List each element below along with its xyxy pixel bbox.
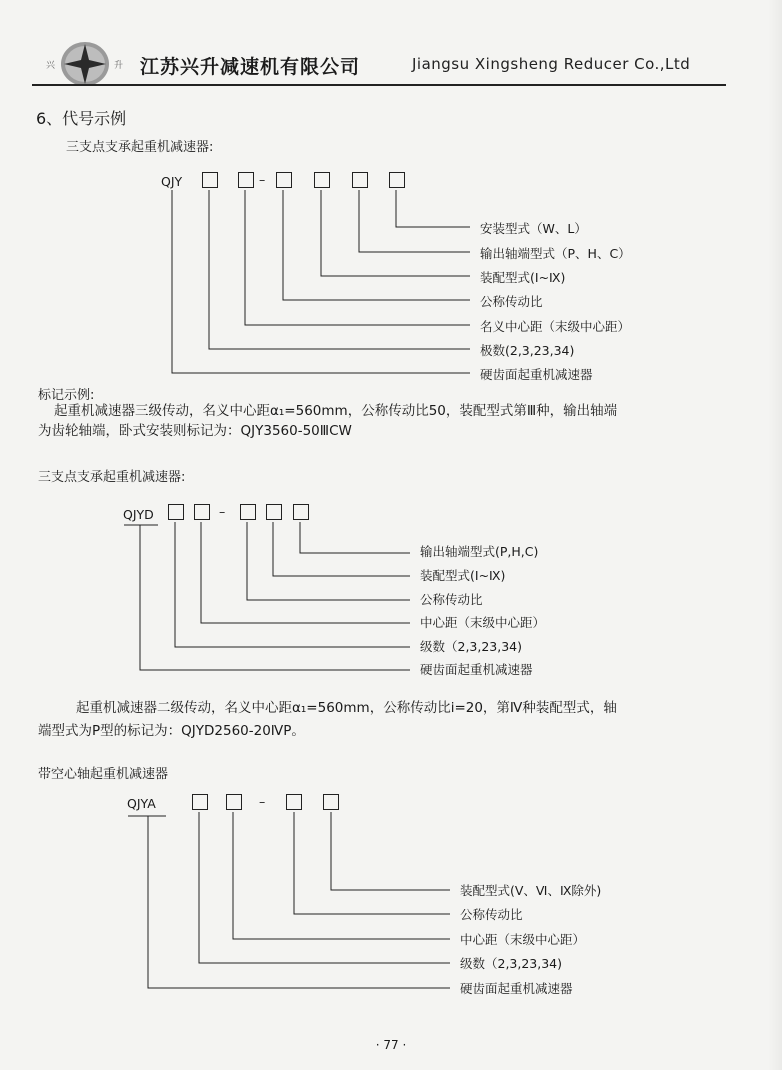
example3-subtitle: 带空心轴起重机减速器 [38,767,169,782]
example1-label: 公称传动比 [480,294,543,309]
example3-label: 级数（2,3,23,34) [460,956,563,971]
company-name-en: Jiangsu Xingsheng Reducer Co.,Ltd [412,55,691,73]
example2-note-line: 起重机减速器二级传动，名义中心距α₁=560mm，公称传动比i=20，第Ⅳ种装配型式，轴 [76,700,617,716]
example1-note-title: 标记示例: [38,388,95,403]
example3-label: 装配型式(Ⅴ、Ⅵ、Ⅸ除外) [460,883,602,898]
example3-label: 公称传动比 [460,907,523,922]
example1-label: 名义中心距（末级中心距） [480,319,631,334]
example1-label: 硬齿面起重机减速器 [480,367,593,382]
example2-code-prefix: QJYD [123,507,154,522]
example2-label: 级数（2,3,23,34) [420,639,523,654]
page-edge-shadow [768,0,782,1070]
example1-label: 极数(2,3,23,34) [480,343,575,358]
company-name-cn: 江苏兴升减速机有限公司 [140,56,361,78]
example2-subtitle: 三支点支承起重机减速器: [38,470,186,485]
example1-code-prefix: QJY [161,174,183,189]
section-title: 6、代号示例 [36,109,127,128]
logo-char-right: 升 [114,61,124,71]
example1-subtitle: 三支点支承起重机减速器: [66,140,214,155]
example2-label: 公称传动比 [420,592,483,607]
example1-note-line: 为齿轮轴端，卧式安装则标记为：QJY3560-50ⅢCW [38,423,352,439]
logo-char-left: 兴 [46,61,56,71]
example3-label: 中心距（末级中心距） [460,932,586,947]
example1-label: 装配型式(Ⅰ~Ⅸ) [480,270,566,285]
example1-note-line: 起重机减速器三级传动，名义中心距α₁=560mm，公称传动比50，装配型式第Ⅲ种，输出轴端 [54,403,618,419]
example3-dash: – [259,794,266,809]
example2-label: 硬齿面起重机减速器 [420,662,533,677]
example2-label: 输出轴端型式(P,H,C) [420,544,539,559]
example3-label: 硬齿面起重机减速器 [460,981,573,996]
example2-label: 装配型式(Ⅰ~Ⅸ) [420,568,506,583]
page-number: · 77 · [375,1038,407,1052]
example2-label: 中心距（末级中心距） [420,615,546,630]
example2-note-line: 端型式为P型的标记为：QJYD2560-20ⅣP。 [38,723,305,739]
example3-code-prefix: QJYA [127,796,156,811]
example2-dash: – [219,504,226,519]
example1-dash: – [259,172,266,187]
example1-label: 输出轴端型式（P、H、C） [480,246,631,261]
example1-label: 安装型式（W、L） [480,221,587,236]
